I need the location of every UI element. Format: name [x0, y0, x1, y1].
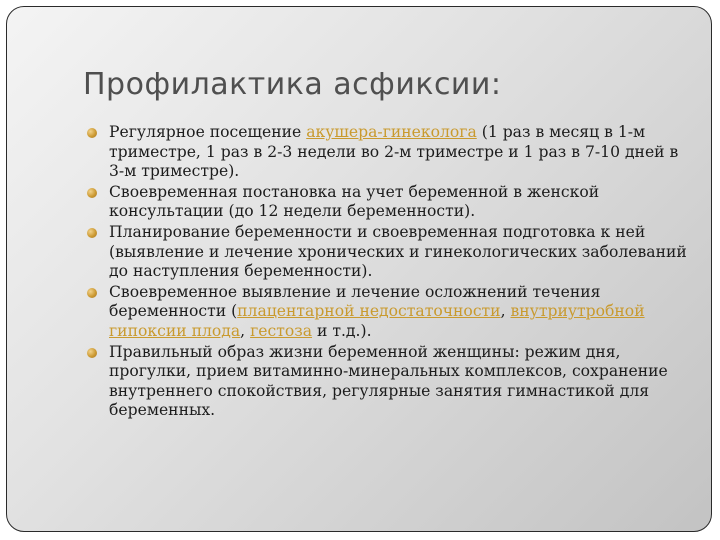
bullet-item-complications: [87, 283, 691, 342]
slide-title: Профилактика асфиксии:: [83, 67, 502, 102]
bullet-separator: ,: [500, 302, 511, 321]
link-obstetrician-gynecologist[interactable]: акушера-гинеколога: [306, 123, 477, 141]
link-gestosis[interactable]: гестоза: [250, 321, 313, 340]
bullet-text: Своевременная постановка на учет беременной в женской консультации (до 12 недели беременности).: [109, 182, 600, 221]
bullet-text: Планирование беременности и своевременная подготовка к ней (выявление и лечение хронических и гинекологических заболеваний до наступления беременности).: [109, 222, 687, 281]
bullet-icon: [87, 288, 97, 298]
bullet-text: (1 раз в месяц в 1-м триместре, 1 раз в 2-3 недели во 2-м триместре и 1 раз в 7-10 дней в 3-м триместре).: [109, 123, 679, 181]
bullet-item-registration: [87, 183, 691, 222]
bullet-text: Своевременное выявление и лечение осложнений течения беременности (: [109, 282, 601, 321]
bullet-list: [87, 123, 691, 422]
link-fetal-hypoxia[interactable]: внутриутробной гипоксии плода: [109, 302, 645, 340]
bullet-icon: [87, 128, 97, 138]
slide: [6, 6, 712, 532]
bullet-item-lifestyle: [87, 343, 691, 421]
bullet-item-visits: [87, 123, 691, 182]
bullet-icon: [87, 188, 97, 198]
bullet-item-planning: [87, 223, 691, 282]
bullet-icon: [87, 348, 97, 358]
bullet-text: и т.д.).: [312, 321, 372, 340]
bullet-text: Правильный образ жизни беременной женщины: режим дня, прогулки, прием витаминно-минеральных комплексов, сохранение внутреннего спокойствия, регулярные занятия гимнастикой для беременных.: [109, 342, 668, 420]
link-placental-insufficiency[interactable]: плацентарной недостаточности: [237, 302, 501, 321]
bullet-text: Регулярное посещение: [109, 123, 307, 141]
bullet-icon: [87, 228, 97, 238]
bullet-separator: ,: [240, 321, 251, 340]
